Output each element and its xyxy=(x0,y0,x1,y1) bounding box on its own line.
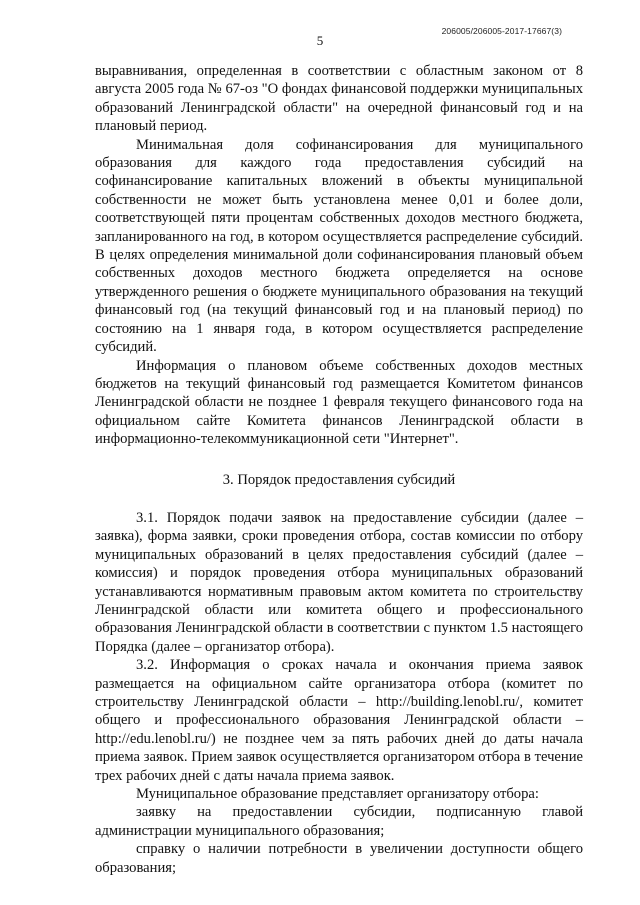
document-id: 206005/206005-2017-17667(3) xyxy=(441,26,562,36)
list-item-certificate: справку о наличии потребности в увеличении доступности общего образования; xyxy=(95,841,583,876)
paragraph-continuation: выравнивания, определенная в соответствии с областным законом от 8 августа 2005 года № 67-оз "О фондах финансовой поддержки муниципальных образований Ленинградской области" на очередной финансовый год и на плановый период. xyxy=(95,63,583,135)
paragraph-3-1: 3.1. Порядок подачи заявок на предоставление субсидии (далее – заявка), форма заявки, сроки проведения отбора, состав комиссии по отбору муниципальных образований в целях предоставления субсидий (далее – комиссия) и порядок проведения отбора муниципальных образований устанавливаются нормативным правовым актом комитета по строительству Ленинградской области или комитета общего и профессионального образования Ленинградской области в соответствии с пунктом 1.5 настоящего Порядка (далее – организатор отбора). xyxy=(95,509,583,655)
paragraph-3-2: 3.2. Информация о сроках начала и окончания приема заявок размещается на официальном сайте организатора отбора (комитет по строительству Ленинградской области – http://building.lenobl.ru/, комитет общего и профессионального образования Ленинградской области – http://edu.lenobl.ru/) не позднее чем за пять рабочих дней до даты начала приема заявок. Прием заявок осуществляется организатором отбора в течение трех рабочих дней с даты начала приема заявок. xyxy=(95,657,583,784)
page-number: 5 xyxy=(316,33,324,48)
paragraph-cofinancing-share: Минимальная доля софинансирования для муниципального образования для каждого года предоставления субсидий на софинансирование капитальных вложений в объекты муниципальной собственности не может быть установлена менее 0,01 и более доли, соответствующей пяти процентам собственных доходов местного бюджета, запланированного на год, в котором осуществляется распределение субсидий. В целях определения минимальной доли софинансирования плановый объем собственных доходов местного бюджета определяется на основе утвержденного решения о бюджете муниципального образования на текущий финансовый год (на текущий финансовый год и на плановый период) по состоянию на 1 января года, в котором осуществляется распределение субсидий. xyxy=(95,136,583,356)
section-heading: 3. Порядок предоставления субсидий xyxy=(222,471,456,488)
paragraph-municipality-submits: Муниципальное образование представляет организатору отбора: xyxy=(136,786,539,803)
document-body xyxy=(95,62,583,877)
paragraph-budget-info: Информация о плановом объеме собственных доходов местных бюджетов на текущий финансовый год размещается Комитетом финансов Ленинградской области не позднее 1 февраля текущего финансового года на официальном сайте Комитета финансов Ленинградской области в информационно-телекоммуникационной сети "Интернет". xyxy=(95,357,583,448)
list-item-application: заявку на предоставлении субсидии, подписанную главой администрации муниципального образования; xyxy=(95,804,583,839)
